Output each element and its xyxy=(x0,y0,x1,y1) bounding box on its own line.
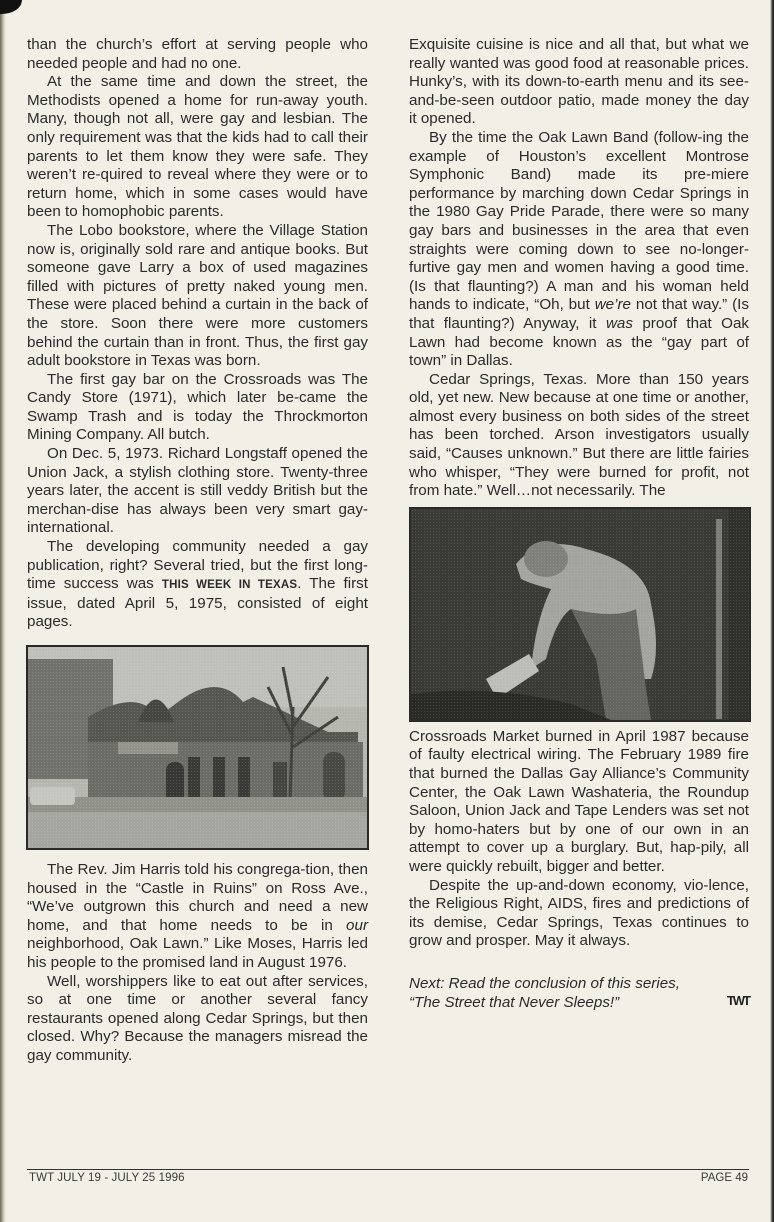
text: The Rev. Jim Harris told his congrega-tion, then housed in the “Castle in Ruins” on Ross Ave., “We’ve outgrown this church and need a new home, and that home needs to be in xyxy=(27,861,368,934)
page-edge-left xyxy=(0,0,6,1222)
paragraph: Exquisite cuisine is nice and all that, but what we really wanted was good food at reasonable prices. Hunky’s, with its down-to-earth menu and its see-and-be-seen outdoor patio, made money the day it opened. xyxy=(409,36,749,128)
paragraph: Crossroads Market burned in April 1987 because of faulty electrical wiring. The February 1989 fire that burned the Dallas Gay Alliance’s Community Center, the Oak Lawn Washateria, the Roundup Saloon, Union Jack and Tape Lenders was set not by homo-haters but by one of our own in an attempt to cover up a burglary. But, hap-pily, all were quickly rebuilt, bigger and better. xyxy=(409,727,749,875)
page-corner xyxy=(0,0,22,14)
footer-issue-date: TWT JULY 19 - JULY 25 1996 xyxy=(29,1172,185,1184)
paragraph: Despite the up-and-down economy, vio-lence, the Religious Right, AIDS, fires and predictions of its demise, Cedar Springs, Texas continues to grow and prosper. May it always. xyxy=(409,876,749,950)
teaser-line: “The Street that Never Sleeps!” xyxy=(409,993,620,1011)
text: . The first issue, dated April 5, 1975, consisted of eight pages. xyxy=(27,575,368,631)
paragraph: The first gay bar on the Crossroads was The Candy Store (1971), which later be-came the Swamp Trash and is today the Throckmorton Mining Company. All butch. xyxy=(27,370,368,444)
twt-end-mark-icon: TWT xyxy=(726,992,749,1008)
paragraph: On Dec. 5, 1973. Richard Longstaff opened the Union Jack, a stylish clothing store. Twenty-three years later, the accent is still veddy British but the merchan-dise has always been very smart gay-international. xyxy=(27,445,368,537)
right-column xyxy=(409,36,749,1012)
text: neighborhood, Oak Lawn.” Like Moses, Harris led his people to the promised land in August 1976. xyxy=(27,935,368,971)
page-edge-right xyxy=(770,0,774,1222)
text: proof that Oak Lawn had become known as the “gay part of town” in Dallas. xyxy=(409,314,749,370)
publication-name: THIS WEEK IN TEXAS xyxy=(161,579,298,592)
man-bending-image xyxy=(411,509,749,720)
text: By the time the Oak Lawn Band (follow-ing the example of Houston’s excellent Montrose Symphonic Band) made its pre-miere performance by marching down Cedar Springs in the 1980 Gay Pride Parade, there were so many gay bars and businesses in the area that even straights were coming down to see no-longer-furtive gay men and women having a good time. (Is that flaunting?) A man and his woman held hands to indicate, “Oh, but xyxy=(409,128,749,314)
footer-rule xyxy=(27,1169,749,1170)
paragraph: At the same time and down the street, the Methodists opened a home for run-away youth. Many, though not all, were gay and lesbian. The only requirement was that the kids had to call their parents to let them know they were safe. They weren’t re-quired to reveal where they were or to return home, which in some cases would have been to homophobic parents. xyxy=(27,73,368,221)
emphasis: our xyxy=(346,916,368,934)
emphasis: was xyxy=(605,314,633,332)
paragraph xyxy=(27,861,368,973)
paragraph xyxy=(27,538,368,632)
photo-fire-aftermath xyxy=(409,507,751,722)
footer-page-number: PAGE 49 xyxy=(700,1172,748,1184)
emphasis: we’re xyxy=(594,296,631,314)
paragraph xyxy=(409,129,749,371)
paragraph: The Lobo bookstore, where the Village Station now is, originally sold rare and antique books. But someone gave Larry a box of used magazines filled with pictures of pretty naked young men. These were placed behind a curtain in the back of the store. Soon there were more customers behind the curtain than in front. Thus, the first gay adult bookstore in Texas was born. xyxy=(27,221,368,370)
left-column xyxy=(27,36,368,1066)
text: The developing community needed a gay publication, right? Several tried, but the first long-time success was xyxy=(27,538,368,593)
paragraph: Well, worshippers like to eat out after services, so at one time or another several fancy restaurants opened along Cedar Springs, but then closed. Why? Because the managers misread the gay community. xyxy=(27,972,368,1064)
next-article-teaser xyxy=(409,975,749,1012)
paragraph: than the church’s effort at serving people who needed people and had no one. xyxy=(27,36,368,72)
photo-castle-building xyxy=(26,645,369,850)
castle-building-image xyxy=(28,647,367,848)
teaser-line: Next: Read the conclusion of this series, xyxy=(409,974,680,992)
paragraph: Cedar Springs, Texas. More than 150 years old, yet new. New because at one time or another, almost every business on both sides of the street has been torched. Arson investigators usually said, “Causes unknown.” But there are little fairies who whisper, “They were burned for profit, not from hate.” Well…not necessarily. The xyxy=(409,370,749,500)
text: not that way.” (Is that flaunting?) Anyway, it xyxy=(409,296,749,332)
